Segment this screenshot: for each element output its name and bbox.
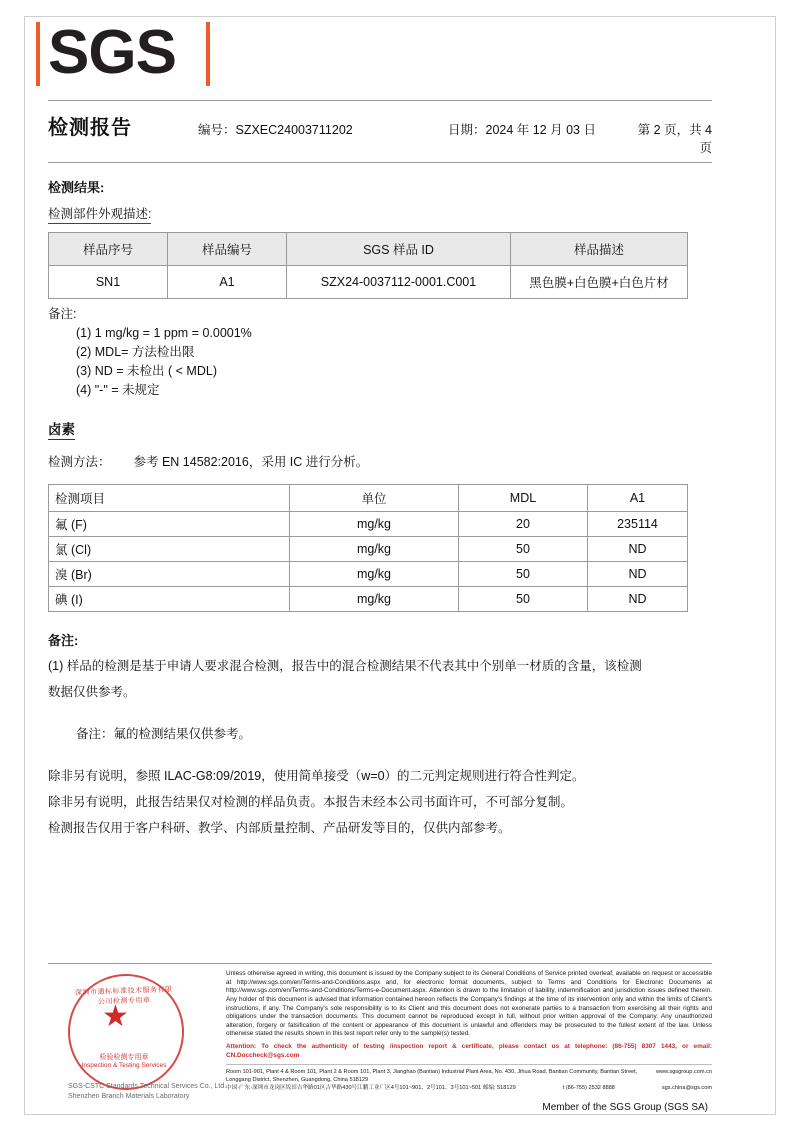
stamp-center-text: 检验检测专用章 <box>99 1054 149 1062</box>
contact-tel: t (86-755) 2532 8888 <box>562 1085 615 1091</box>
cell-sample-no: A1 <box>168 266 287 299</box>
cell-a1: ND <box>588 562 688 587</box>
cell-mdl: 20 <box>459 512 588 537</box>
report-date: 日期：2024 年 12 月 03 日 <box>448 123 596 137</box>
halogen-heading: 卤素 <box>48 418 75 440</box>
cell-unit: mg/kg <box>290 512 459 537</box>
contact-email: sgs.china@sgs.com <box>661 1085 712 1091</box>
remarks-section <box>48 630 712 839</box>
page-footer <box>48 963 712 1113</box>
report-number: 编号：SZXEC24003711202 <box>198 123 353 137</box>
table-header-row <box>49 233 688 266</box>
logo-accent-bar-left <box>36 22 40 86</box>
stamp-outer-text: 深圳市通标标准技术服务有限公司检测专用章 <box>75 986 173 1007</box>
remark-paragraph: (1) 样品的检测是基于申请人要求混合检测，报告中的混合检测结果不代表其中个别单一材质的含量，该检测 <box>48 659 642 673</box>
legal-body: Unless otherwise agreed in writing, this document is issued by the Company subject to its General Conditions of Service printed overleaf, available on request or accessible at http://www.sgs.com/en/Terms-and-Conditions.aspx and, for electronic format documents, subject to Terms and Conditions for Electronic Documents at http://www.sgs.com/en/Terms-and-Conditions/Terms-e-Document.aspx. Attention is drawn to the limitation of liability, indemnification and jurisdiction issues defined therein. Any holder of this document is advised that information contained hereon reflects the Company's findings at the time of its intervention only and within the limits of Client's instructions, if any. The Company's sole responsibility is to its Client and this document does not exonerate parties to a transaction from exercising all their rights and obligations under the transaction documents. This document cannot be reproduced except in full, without prior written approval of the Company. Any unauthorized alteration, forgery or falsification of the content or appearance of this document is unlawful and offenders may be prosecuted to the fullest extent of the law. Unless otherwise stated the results shown in this test report refer only to the sample(s) tested. <box>226 970 712 1038</box>
col-sample-no: 样品编号 <box>168 233 287 266</box>
attention-notice: Attention: To check the authenticity of testing /inspection report & certificate, please contact us at telephone: (86-755) 8307 1443, or email: CN.Doccheck@sgs.com <box>226 1043 712 1059</box>
title-divider <box>48 162 712 163</box>
col-test-item: 检测项目 <box>49 485 290 512</box>
table-row <box>49 562 688 587</box>
cell-a1: ND <box>588 537 688 562</box>
col-a1: A1 <box>588 485 688 512</box>
col-sgs-id: SGS 样品 ID <box>287 233 511 266</box>
page-content <box>48 20 712 843</box>
cell-test-item: 氟 (F) <box>49 512 290 537</box>
col-mdl: MDL <box>459 485 588 512</box>
notes-label: 备注: <box>48 307 77 321</box>
sample-table <box>48 232 688 299</box>
col-sample-desc: 样品描述 <box>511 233 688 266</box>
stamp-caption: SGS-CSTC Standards Technical Services Co., Ltd. Shenzhen Branch Materials Laboratory <box>68 1083 227 1101</box>
website: www.sgsgroup.com.cn <box>656 1069 712 1075</box>
note-item: (1) 1 mg/kg = 1 ppm = 0.0001% <box>76 326 252 340</box>
sgs-logo-block <box>48 20 712 98</box>
address-row-en <box>226 1068 712 1084</box>
address-english: Room 101-901, Plant 4 & Room 101, Plant 2 & Room 101, Plant 3, Jianghao (Bantian) Industrial Plant Area, No. 430, Jihua Road, Bantian Community, Bantian Street, Longgang District, Shenzhen, Guangdong, China 518129 <box>226 1069 638 1083</box>
notes-block <box>48 305 712 400</box>
cell-test-item: 溴 (Br) <box>49 562 290 587</box>
member-line: Member of the SGS Group (SGS SA) <box>542 1102 708 1113</box>
address-block <box>226 1064 712 1092</box>
method-row <box>48 452 712 470</box>
col-sample-index: 样品序号 <box>49 233 168 266</box>
halogen-section <box>48 400 712 612</box>
logo-accent-bar-right <box>206 22 210 86</box>
company-stamp <box>68 974 227 1101</box>
remark-paragraph: 除非另有说明，此报告结果仅对检测的样品负责。本报告未经本公司书面许可，不可部分复制。 <box>48 795 574 809</box>
cell-mdl: 50 <box>459 562 588 587</box>
results-heading: 检测结果: <box>48 180 105 195</box>
appearance-heading: 检测部件外观描述: <box>48 204 712 226</box>
cell-test-item: 碘 (I) <box>49 587 290 612</box>
table-row <box>49 266 688 299</box>
remark-paragraph: 备注：氟的检测结果仅供参考。 <box>76 727 252 741</box>
spacer <box>48 707 712 723</box>
cell-a1: 235114 <box>588 512 688 537</box>
address-row-cn <box>226 1084 712 1092</box>
cell-test-item: 氯 (Cl) <box>49 537 290 562</box>
sgs-logo-text: SGS <box>48 18 176 87</box>
table-row <box>49 587 688 612</box>
table-row <box>49 537 688 562</box>
method-value: 参考 EN 14582:2016，采用 IC 进行分析。 <box>133 455 369 469</box>
table-row <box>49 512 688 537</box>
table-header-row <box>49 485 688 512</box>
cell-sample-index: SN1 <box>49 266 168 299</box>
remarks-heading: 备注: <box>48 633 79 648</box>
halogen-result-table <box>48 484 688 612</box>
note-item: (4) "-" = 未规定 <box>76 383 160 397</box>
note-item: (2) MDL= 方法检出限 <box>76 345 195 359</box>
page-title: 检测报告 <box>48 117 132 139</box>
cell-unit: mg/kg <box>290 587 459 612</box>
address-chinese: 中国·广东·深圳市龙岗区坂田吉华路01区吉华路430号江鹏工业厂区4号101~901、2号101、3号101~501 邮编: 518129 <box>226 1085 516 1091</box>
note-item: (3) ND = 未检出 ( < MDL) <box>76 364 217 378</box>
cell-sgs-id: SZX24-0037112-0001.C001 <box>287 266 511 299</box>
cell-a1: ND <box>588 587 688 612</box>
cell-sample-desc: 黑色膜+白色膜+白色片材 <box>511 266 688 299</box>
report-header-row <box>48 111 712 156</box>
remark-paragraph: 检测报告仅用于客户科研、教学、内部质量控制、产品研发等目的，仅供内部参考。 <box>48 821 511 835</box>
remark-paragraph: 除非另有说明，参照 ILAC-G8:09/2019，使用简单接受（w=0）的二元判定规则进行符合性判定。 <box>48 769 585 783</box>
cell-mdl: 50 <box>459 537 588 562</box>
remark-paragraph: 数据仅供参考。 <box>48 685 136 699</box>
footer-box <box>48 963 712 1113</box>
legal-text <box>226 970 712 1060</box>
spacer <box>48 749 712 765</box>
col-unit: 单位 <box>290 485 459 512</box>
cell-mdl: 50 <box>459 587 588 612</box>
cell-unit: mg/kg <box>290 562 459 587</box>
header-divider <box>48 100 712 101</box>
page-indicator: 第 2 页，共 4 页 <box>637 123 712 155</box>
stamp-sub-text: Inspection & Testing Services <box>81 1062 167 1070</box>
cell-unit: mg/kg <box>290 537 459 562</box>
method-label: 检测方法： <box>48 455 111 469</box>
